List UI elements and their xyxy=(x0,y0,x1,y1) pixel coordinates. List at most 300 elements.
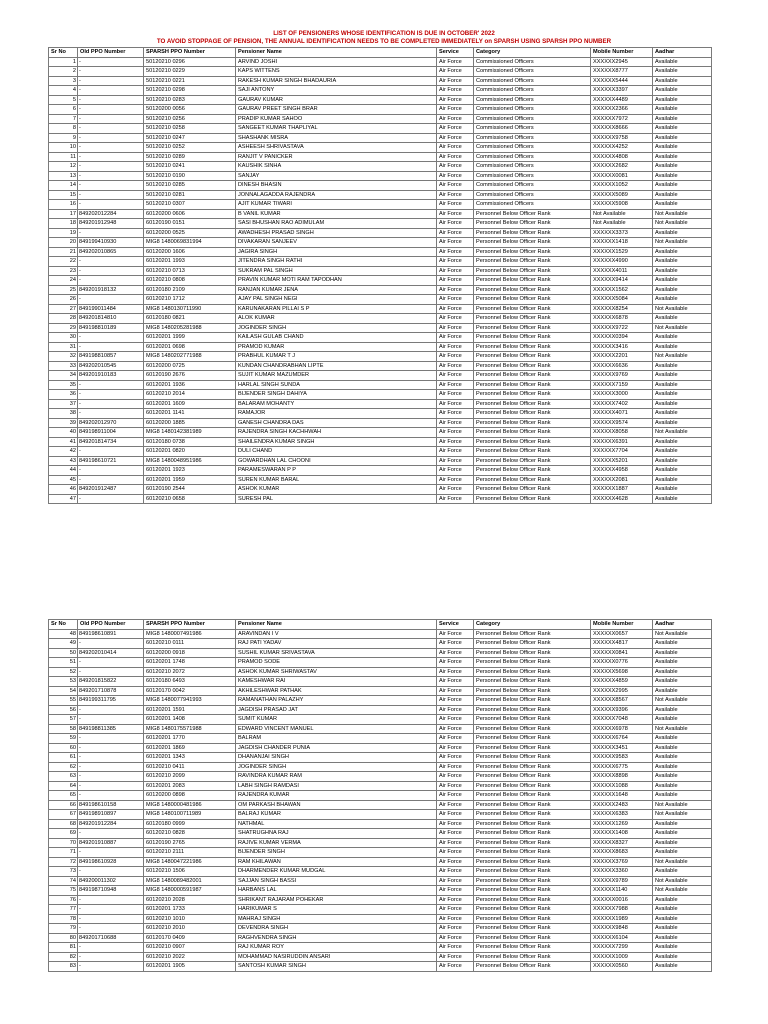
old-ppo-cell: - xyxy=(78,276,144,286)
category-cell: Commissioned Officers xyxy=(474,114,591,124)
mobile-number-cell: XXXXXX8567 xyxy=(591,696,653,706)
category-cell: Personnel Below Officer Rank xyxy=(474,247,591,257)
category-cell: Personnel Below Officer Rank xyxy=(474,715,591,725)
sr-no-cell: 16 xyxy=(49,200,78,210)
mobile-number-cell: XXXXXX7299 xyxy=(591,943,653,953)
aadhar-cell: Available xyxy=(653,133,712,143)
sparsh-ppo-cell: MIG8 1480089482001 xyxy=(144,876,236,886)
pensioner-name-cell: DIVAKARAN SANJEEV xyxy=(236,238,437,248)
category-cell: Commissioned Officers xyxy=(474,181,591,191)
pensioner-name-cell: SHAILENDRA KUMAR SINGH xyxy=(236,437,437,447)
pensioner-name-cell: SAJI ANTONY xyxy=(236,86,437,96)
old-ppo-cell: - xyxy=(78,952,144,962)
category-cell: Personnel Below Officer Rank xyxy=(474,266,591,276)
mobile-number-cell: XXXXXX1269 xyxy=(591,819,653,829)
sr-no-cell: 61 xyxy=(49,753,78,763)
sparsh-ppo-header: SPARSH PPO Number xyxy=(144,620,236,630)
old-ppo-cell: - xyxy=(78,257,144,267)
mobile-number-cell: XXXXXX4011 xyxy=(591,266,653,276)
service-cell: Air Force xyxy=(437,437,474,447)
category-cell: Personnel Below Officer Rank xyxy=(474,848,591,858)
service-cell: Air Force xyxy=(437,228,474,238)
old-ppo-cell: 849201814810 xyxy=(78,314,144,324)
sparsh-ppo-cell: 60120201 0698 xyxy=(144,342,236,352)
service-cell: Air Force xyxy=(437,95,474,105)
sparsh-ppo-cell: 60120180 0821 xyxy=(144,314,236,324)
aadhar-cell: Not Available xyxy=(653,857,712,867)
sr-no-cell: 55 xyxy=(49,696,78,706)
old-ppo-cell: - xyxy=(78,57,144,67)
aadhar-cell: Available xyxy=(653,418,712,428)
document-title: LIST OF PENSIONERS WHOSE IDENTIFICATION IS DUE IN OCTOBER' 2022 xyxy=(273,30,495,37)
aadhar-cell: Available xyxy=(653,114,712,124)
aadhar-cell: Available xyxy=(653,933,712,943)
old-ppo-cell: - xyxy=(78,342,144,352)
table-row xyxy=(49,819,712,829)
table-row xyxy=(49,171,712,181)
sparsh-ppo-cell: 60120201 1770 xyxy=(144,734,236,744)
sparsh-ppo-cell: 60120201 1343 xyxy=(144,753,236,763)
sparsh-ppo-cell: 50120200 0056 xyxy=(144,105,236,115)
category-cell: Commissioned Officers xyxy=(474,95,591,105)
table-row xyxy=(49,390,712,400)
old-ppo-cell: - xyxy=(78,447,144,457)
pensioner-name-cell: JOGINDER SINGH xyxy=(236,762,437,772)
old-ppo-cell: - xyxy=(78,86,144,96)
table-row xyxy=(49,380,712,390)
table-row xyxy=(49,838,712,848)
pensioner-name-cell: RAJ KUMAR ROY xyxy=(236,943,437,953)
category-cell: Personnel Below Officer Rank xyxy=(474,494,591,504)
mobile-number-cell: XXXXXX6391 xyxy=(591,437,653,447)
sparsh-ppo-cell: MIG8 1480175571988 xyxy=(144,724,236,734)
category-cell: Personnel Below Officer Rank xyxy=(474,380,591,390)
mobile-number-cell: XXXXXX7704 xyxy=(591,447,653,457)
aadhar-cell: Available xyxy=(653,181,712,191)
pensioner-name-cell: SHRIKANT RAJARAM POHEKAR xyxy=(236,895,437,905)
pensioner-name-cell: RAJ PATI YADAV xyxy=(236,639,437,649)
service-cell: Air Force xyxy=(437,304,474,314)
pensioner-name-cell: SAJJAN SINGH BASSI xyxy=(236,876,437,886)
sparsh-ppo-cell: 60120190 2676 xyxy=(144,371,236,381)
pensioner-name-cell: BALRAJ KUMAR xyxy=(236,810,437,820)
service-cell: Air Force xyxy=(437,772,474,782)
category-cell: Personnel Below Officer Rank xyxy=(474,428,591,438)
sparsh-ppo-cell: MIG8 1480007491986 xyxy=(144,629,236,639)
sr-no-cell: 28 xyxy=(49,314,78,324)
sparsh-ppo-cell: 60120210 0828 xyxy=(144,829,236,839)
old-ppo-cell: - xyxy=(78,867,144,877)
old-ppo-cell: - xyxy=(78,114,144,124)
aadhar-cell: Available xyxy=(653,190,712,200)
table-row xyxy=(49,914,712,924)
pensioner-name-cell: PRABHUL KUMAR T J xyxy=(236,352,437,362)
mobile-number-cell: XXXXXX3000 xyxy=(591,390,653,400)
mobile-number-cell: XXXXXX1052 xyxy=(591,181,653,191)
sparsh-ppo-cell: 60120201 2083 xyxy=(144,781,236,791)
pensioner-name-cell: KUNDAN CHANDRABHAN LIPTE xyxy=(236,361,437,371)
table-row xyxy=(49,677,712,687)
service-cell: Air Force xyxy=(437,857,474,867)
pensioner-name-cell: KAILASH GULAB CHAND xyxy=(236,333,437,343)
table-row xyxy=(49,762,712,772)
service-cell: Air Force xyxy=(437,848,474,858)
service-cell: Air Force xyxy=(437,485,474,495)
old-ppo-cell: 849201815822 xyxy=(78,677,144,687)
old-ppo-cell: - xyxy=(78,943,144,953)
sr-no-cell: 45 xyxy=(49,475,78,485)
table-row xyxy=(49,810,712,820)
table-row xyxy=(49,753,712,763)
pensioner-name-cell: SUJIT KUMAR MAZUMDER xyxy=(236,371,437,381)
table-row xyxy=(49,209,712,219)
category-cell: Personnel Below Officer Rank xyxy=(474,819,591,829)
sparsh-ppo-cell: 60120210 0658 xyxy=(144,494,236,504)
sparsh-ppo-cell: 60120170 0409 xyxy=(144,933,236,943)
aadhar-cell: Available xyxy=(653,95,712,105)
category-cell: Personnel Below Officer Rank xyxy=(474,466,591,476)
category-cell: Commissioned Officers xyxy=(474,76,591,86)
old-ppo-cell: - xyxy=(78,200,144,210)
mobile-number-cell: XXXXXX5089 xyxy=(591,190,653,200)
service-cell: Air Force xyxy=(437,276,474,286)
sr-no-cell: 50 xyxy=(49,648,78,658)
category-cell: Personnel Below Officer Rank xyxy=(474,686,591,696)
old-ppo-cell: 849202012284 xyxy=(78,209,144,219)
old-ppo-cell: - xyxy=(78,190,144,200)
category-cell: Personnel Below Officer Rank xyxy=(474,705,591,715)
old-ppo-cell: - xyxy=(78,171,144,181)
pensioner-name-cell: PRADIP KUMAR SAHOO xyxy=(236,114,437,124)
pensioners-table-2 xyxy=(48,619,712,972)
aadhar-cell: Not Available xyxy=(653,352,712,362)
aadhar-cell: Available xyxy=(653,734,712,744)
table-row xyxy=(49,686,712,696)
aadhar-cell: Available xyxy=(653,791,712,801)
category-cell: Personnel Below Officer Rank xyxy=(474,724,591,734)
category-cell: Personnel Below Officer Rank xyxy=(474,895,591,905)
pensioner-name-cell: JAGDISH CHANDER PUNIA xyxy=(236,743,437,753)
aadhar-cell: Available xyxy=(653,914,712,924)
sparsh-ppo-cell: MIG8 1480047221986 xyxy=(144,857,236,867)
sr-no-cell: 12 xyxy=(49,162,78,172)
service-cell: Air Force xyxy=(437,105,474,115)
service-cell: Air Force xyxy=(437,677,474,687)
service-cell: Air Force xyxy=(437,753,474,763)
aadhar-cell: Available xyxy=(653,409,712,419)
mobile-number-cell: XXXXXX0394 xyxy=(591,333,653,343)
table-row xyxy=(49,304,712,314)
pensioner-name-cell: GOWARDHAN LAL CHOONI xyxy=(236,456,437,466)
sr-no-cell: 18 xyxy=(49,219,78,229)
service-cell: Air Force xyxy=(437,838,474,848)
old-ppo-cell: 849202010865 xyxy=(78,247,144,257)
sr-no-cell: 33 xyxy=(49,361,78,371)
sparsh-ppo-cell: 60120210 1010 xyxy=(144,914,236,924)
sparsh-ppo-cell: 50120210 0281 xyxy=(144,190,236,200)
mobile-number-cell: XXXXXX9769 xyxy=(591,371,653,381)
aadhar-cell: Available xyxy=(653,686,712,696)
pensioner-name-cell: DHARMENDER KUMAR MUDGAL xyxy=(236,867,437,877)
pensioner-name-cell: ARAVINDAN I V xyxy=(236,629,437,639)
category-cell: Personnel Below Officer Rank xyxy=(474,734,591,744)
aadhar-cell: Available xyxy=(653,76,712,86)
sr-no-cell: 57 xyxy=(49,715,78,725)
table-row xyxy=(49,428,712,438)
old-ppo-cell: - xyxy=(78,791,144,801)
sparsh-ppo-cell: 60120210 0713 xyxy=(144,266,236,276)
pensioner-name-cell: RAJIVE KUMAR VERMA xyxy=(236,838,437,848)
mobile-number-cell: XXXXXX1648 xyxy=(591,791,653,801)
old-ppo-cell: 849201912948 xyxy=(78,219,144,229)
sr-no-header: Sr No xyxy=(49,620,78,630)
service-cell: Air Force xyxy=(437,629,474,639)
category-cell: Personnel Below Officer Rank xyxy=(474,924,591,934)
aadhar-cell: Available xyxy=(653,228,712,238)
service-cell: Air Force xyxy=(437,686,474,696)
document-subtitle: TO AVOID STOPPAGE OF PENSION, THE ANNUAL IDENTIFICATION NEEDS TO BE COMPLETED IMMEDIATELY on SPARSH USING SPARSH PPO NUMBER xyxy=(156,38,612,45)
sparsh-ppo-cell: MIG8 1480205281988 xyxy=(144,323,236,333)
sparsh-ppo-cell: 60120200 1885 xyxy=(144,418,236,428)
sr-no-cell: 71 xyxy=(49,848,78,858)
sparsh-ppo-cell: 50120210 0283 xyxy=(144,95,236,105)
table-row xyxy=(49,962,712,972)
category-cell: Personnel Below Officer Rank xyxy=(474,371,591,381)
sr-no-cell: 66 xyxy=(49,800,78,810)
table-row xyxy=(49,152,712,162)
sparsh-ppo-cell: 60120190 0151 xyxy=(144,219,236,229)
table-row xyxy=(49,952,712,962)
sparsh-ppo-cell: MIG8 1480048951986 xyxy=(144,456,236,466)
mobile-number-header: Mobile Number xyxy=(591,620,653,630)
old-ppo-cell: 849198810857 xyxy=(78,352,144,362)
aadhar-cell: Available xyxy=(653,715,712,725)
table-row xyxy=(49,886,712,896)
table-row xyxy=(49,648,712,658)
old-ppo-cell: 849201910183 xyxy=(78,371,144,381)
mobile-number-cell: XXXXXX2995 xyxy=(591,686,653,696)
aadhar-cell: Not Available xyxy=(653,629,712,639)
sr-no-cell: 46 xyxy=(49,485,78,495)
category-cell: Personnel Below Officer Rank xyxy=(474,867,591,877)
mobile-number-cell: XXXXXX1562 xyxy=(591,285,653,295)
category-cell: Personnel Below Officer Rank xyxy=(474,228,591,238)
sr-no-cell: 44 xyxy=(49,466,78,476)
table-row xyxy=(49,143,712,153)
aadhar-cell: Available xyxy=(653,867,712,877)
service-cell: Air Force xyxy=(437,171,474,181)
sr-no-cell: 51 xyxy=(49,658,78,668)
aadhar-cell: Available xyxy=(653,466,712,476)
sr-no-cell: 72 xyxy=(49,857,78,867)
service-cell: Air Force xyxy=(437,257,474,267)
aadhar-cell: Available xyxy=(653,371,712,381)
mobile-number-cell: XXXXXX2366 xyxy=(591,105,653,115)
pensioner-name-cell: SANGEET KUMAR THAPLIYAL xyxy=(236,124,437,134)
old-ppo-cell: 849201912284 xyxy=(78,819,144,829)
sr-no-cell: 40 xyxy=(49,428,78,438)
aadhar-cell: Available xyxy=(653,475,712,485)
mobile-number-cell: XXXXXX2483 xyxy=(591,800,653,810)
old-ppo-cell: - xyxy=(78,162,144,172)
pensioner-name-cell: ARVIND JOSHI xyxy=(236,57,437,67)
table-row xyxy=(49,95,712,105)
category-cell: Personnel Below Officer Rank xyxy=(474,629,591,639)
table-row xyxy=(49,456,712,466)
sr-no-cell: 79 xyxy=(49,924,78,934)
old-ppo-cell: - xyxy=(78,924,144,934)
old-ppo-header: Old PPO Number xyxy=(78,48,144,58)
sparsh-ppo-cell: 60120210 1712 xyxy=(144,295,236,305)
old-ppo-cell: 849199410930 xyxy=(78,238,144,248)
category-cell: Commissioned Officers xyxy=(474,200,591,210)
pensioner-name-cell: RANJAN KUMAR JENA xyxy=(236,285,437,295)
sparsh-ppo-cell: 60120201 1993 xyxy=(144,257,236,267)
category-cell: Personnel Below Officer Rank xyxy=(474,876,591,886)
old-ppo-cell: - xyxy=(78,639,144,649)
table-row xyxy=(49,905,712,915)
pensioner-name-cell: PRAVIN KUMAR MOTI RAM TAPODHAN xyxy=(236,276,437,286)
mobile-number-cell: XXXXXX0776 xyxy=(591,658,653,668)
aadhar-cell: Available xyxy=(653,848,712,858)
mobile-number-cell: XXXXXX2682 xyxy=(591,162,653,172)
mobile-number-cell: XXXXXX8683 xyxy=(591,848,653,858)
sr-no-cell: 27 xyxy=(49,304,78,314)
sparsh-ppo-cell: 60120201 1923 xyxy=(144,466,236,476)
old-ppo-cell: - xyxy=(78,781,144,791)
mobile-number-cell: XXXXXX3373 xyxy=(591,228,653,238)
mobile-number-cell: XXXXXX3769 xyxy=(591,857,653,867)
mobile-number-cell: XXXXXX4958 xyxy=(591,466,653,476)
table-row xyxy=(49,895,712,905)
service-cell: Air Force xyxy=(437,715,474,725)
sparsh-ppo-cell: 50120210 0229 xyxy=(144,67,236,77)
service-cell: Air Force xyxy=(437,238,474,248)
mobile-number-cell: XXXXXX9848 xyxy=(591,924,653,934)
mobile-number-cell: XXXXXX2201 xyxy=(591,352,653,362)
pensioners-table-1 xyxy=(48,47,712,504)
mobile-number-cell: XXXXXX1009 xyxy=(591,952,653,962)
table-row xyxy=(49,447,712,457)
sr-no-cell: 48 xyxy=(49,629,78,639)
sparsh-ppo-cell: 60120200 0725 xyxy=(144,361,236,371)
category-cell: Personnel Below Officer Rank xyxy=(474,333,591,343)
sr-no-cell: 13 xyxy=(49,171,78,181)
sparsh-ppo-cell: 60120210 0111 xyxy=(144,639,236,649)
pensioner-name-cell: OM PARKASH BHAWAN xyxy=(236,800,437,810)
aadhar-cell: Not Available xyxy=(653,323,712,333)
category-cell: Personnel Below Officer Rank xyxy=(474,838,591,848)
table-row xyxy=(49,466,712,476)
pensioner-name-cell: JAGIRA SINGH xyxy=(236,247,437,257)
aadhar-cell: Not Available xyxy=(653,800,712,810)
table-row xyxy=(49,867,712,877)
service-cell: Air Force xyxy=(437,133,474,143)
sparsh-ppo-cell: 60120180 2109 xyxy=(144,285,236,295)
old-ppo-cell: 849198610928 xyxy=(78,857,144,867)
pensioner-name-cell: JITENDRA SINGH RATHI xyxy=(236,257,437,267)
pensioner-name-cell: DHANANJAI SINGH xyxy=(236,753,437,763)
sparsh-ppo-cell: 60120201 1999 xyxy=(144,333,236,343)
pensioner-name-cell: RAMANATHAN PALAZHY xyxy=(236,696,437,706)
mobile-number-header: Mobile Number xyxy=(591,48,653,58)
table-row xyxy=(49,494,712,504)
table-row xyxy=(49,86,712,96)
sparsh-ppo-cell: MIG8 1480000591987 xyxy=(144,886,236,896)
service-cell: Air Force xyxy=(437,705,474,715)
service-cell: Air Force xyxy=(437,247,474,257)
sparsh-ppo-header: SPARSH PPO Number xyxy=(144,48,236,58)
old-ppo-cell: 849198610158 xyxy=(78,800,144,810)
old-ppo-cell: - xyxy=(78,494,144,504)
old-ppo-cell: - xyxy=(78,829,144,839)
aadhar-cell: Available xyxy=(653,390,712,400)
mobile-number-cell: XXXXXX4489 xyxy=(591,95,653,105)
old-ppo-cell: 849202010414 xyxy=(78,648,144,658)
sr-no-cell: 70 xyxy=(49,838,78,848)
category-cell: Personnel Below Officer Rank xyxy=(474,361,591,371)
aadhar-cell: Available xyxy=(653,819,712,829)
old-ppo-cell: - xyxy=(78,475,144,485)
mobile-number-cell: XXXXXX6104 xyxy=(591,933,653,943)
pensioner-name-cell: AWADHESH PRASAD SINGH xyxy=(236,228,437,238)
table-row xyxy=(49,724,712,734)
service-cell: Air Force xyxy=(437,933,474,943)
mobile-number-cell: XXXXXX7048 xyxy=(591,715,653,725)
mobile-number-cell: XXXXXX5084 xyxy=(591,295,653,305)
old-ppo-cell: 849198811385 xyxy=(78,724,144,734)
sparsh-ppo-cell: 50120210 0298 xyxy=(144,86,236,96)
service-cell: Air Force xyxy=(437,67,474,77)
sparsh-ppo-cell: 50120210 0256 xyxy=(144,114,236,124)
category-cell: Personnel Below Officer Rank xyxy=(474,323,591,333)
sparsh-ppo-cell: 60120200 0525 xyxy=(144,228,236,238)
service-cell: Air Force xyxy=(437,333,474,343)
aadhar-cell: Available xyxy=(653,314,712,324)
old-ppo-cell: - xyxy=(78,143,144,153)
pensioner-name-cell: JONNALAGADDA RAJENDRA xyxy=(236,190,437,200)
sr-no-header: Sr No xyxy=(49,48,78,58)
service-cell: Air Force xyxy=(437,724,474,734)
aadhar-cell: Not Available xyxy=(653,876,712,886)
sparsh-ppo-cell: 50120210 0190 xyxy=(144,171,236,181)
mobile-number-cell: XXXXXX4859 xyxy=(591,677,653,687)
pensioner-name-header: Pensioner Name xyxy=(236,48,437,58)
aadhar-cell: Available xyxy=(653,667,712,677)
table-row xyxy=(49,295,712,305)
pensioner-name-cell: AKHILESHWAR PATHAK xyxy=(236,686,437,696)
mobile-number-cell: XXXXXX5908 xyxy=(591,200,653,210)
sr-no-cell: 30 xyxy=(49,333,78,343)
sr-no-cell: 24 xyxy=(49,276,78,286)
category-header: Category xyxy=(474,620,591,630)
sparsh-ppo-cell: 60120210 2010 xyxy=(144,924,236,934)
category-cell: Personnel Below Officer Rank xyxy=(474,905,591,915)
mobile-number-cell: XXXXXX0016 xyxy=(591,895,653,905)
sr-no-cell: 4 xyxy=(49,86,78,96)
mobile-number-cell: XXXXXX9396 xyxy=(591,705,653,715)
mobile-number-cell: XXXXXX1989 xyxy=(591,914,653,924)
sr-no-cell: 22 xyxy=(49,257,78,267)
pensioner-name-cell: PARAMESWARAN P P xyxy=(236,466,437,476)
sr-no-cell: 52 xyxy=(49,667,78,677)
category-cell: Personnel Below Officer Rank xyxy=(474,772,591,782)
pensioner-name-cell: AJIT KUMAR TIWARI xyxy=(236,200,437,210)
category-cell: Personnel Below Officer Rank xyxy=(474,962,591,972)
mobile-number-cell: XXXXXX9414 xyxy=(591,276,653,286)
aadhar-cell: Not Available xyxy=(653,209,712,219)
aadhar-cell: Available xyxy=(653,276,712,286)
